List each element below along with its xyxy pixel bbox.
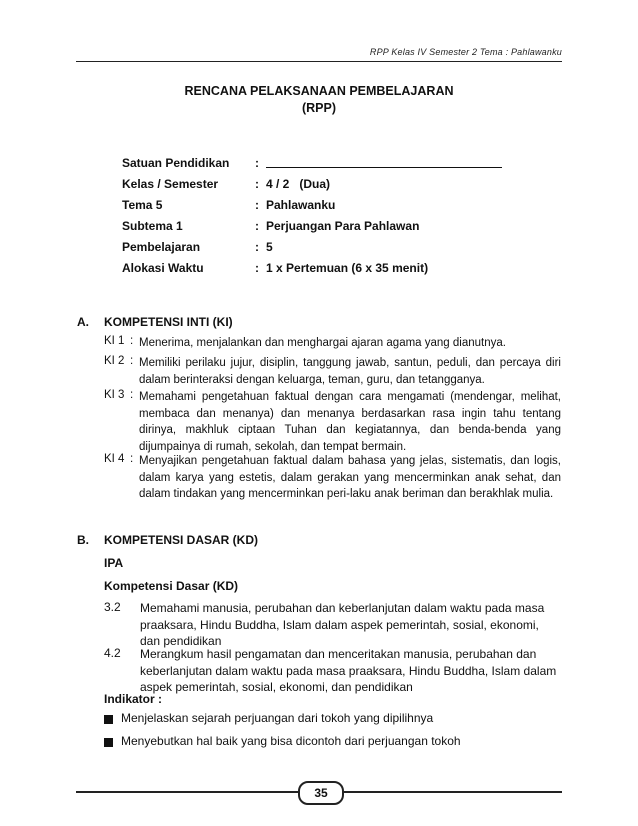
kd-number: 3.2 (104, 600, 121, 614)
identity-value: 1 x Pertemuan (6 x 35 menit) (266, 261, 429, 275)
identity-label: Subtema 1 (122, 219, 183, 233)
subject-name: IPA (104, 556, 124, 570)
identity-label: Satuan Pendidikan (122, 156, 230, 170)
section-b-title: KOMPETENSI DASAR (KD) (104, 533, 259, 547)
section-a-letter: A. (77, 315, 89, 329)
kd-number: 4.2 (104, 646, 121, 660)
kd-heading: Kompetensi Dasar (KD) (104, 579, 239, 593)
identity-colon: : (255, 198, 259, 212)
ki-text: Menyajikan pengetahuan faktual dalam bahasa yang jelas, sistematis, dan logis, dalam karya yang estetis, dalam gerakan yang mencerminkan anak sehat, dan dalam tindakan yang mencerminkan peri-laku anak beriman dan berakhlak mulia. (139, 455, 561, 500)
fill-in-line (266, 156, 502, 168)
indicator-heading: Indikator : (104, 692, 163, 706)
section-a-title: KOMPETENSI INTI (KI) (104, 315, 233, 329)
identity-label: Pembelajaran (122, 240, 201, 254)
indicator-item: Menjelaskan sejarah perjuangan dari tokoh yang dipilihnya (121, 711, 434, 725)
identity-value: Pahlawanku (266, 198, 336, 212)
running-header: RPP Kelas IV Semester 2 Tema : Pahlawanku (369, 47, 562, 57)
document-title: RENCANA PELAKSANAAN PEMBELAJARAN (184, 84, 454, 98)
identity-colon: : (255, 156, 259, 170)
identity-value: Perjuangan Para Pahlawan (266, 219, 420, 233)
ki-text: Memiliki perilaku jujur, disiplin, tanggung jawab, santun, peduli, dan percaya diri dalam berinteraksi dengan keluarga, teman, guru, dan tetangganya. (139, 357, 561, 386)
ki-colon: : (130, 335, 134, 347)
kd-text: Merangkum hasil pengamatan dan menceritakan manusia, perubahan dan keberlanjutan dalam waktu pada masa praaksara, Hindu Buddha, Islam dalam aspek pemerintah, sosial, ekonomi, dan pendidikan (140, 647, 557, 694)
ki-colon: : (130, 389, 134, 401)
identity-colon: : (255, 177, 259, 191)
ki-colon: : (130, 355, 134, 367)
page-number: 35 (298, 781, 344, 805)
square-bullet-icon (104, 738, 113, 747)
ki-text: Menerima, menjalankan dan menghargai ajaran agama yang dianutnya. (139, 337, 506, 349)
identity-blank-line (266, 156, 502, 171)
ki-colon: : (130, 453, 134, 465)
section-b-letter: B. (77, 533, 89, 547)
ki-code: KI 3 (104, 389, 125, 401)
ki-code: KI 4 (104, 453, 125, 465)
identity-value: 4 / 2 (Dua) (266, 177, 331, 191)
indicator-item: Menyebutkan hal baik yang bisa dicontoh dari perjuangan tokoh (121, 734, 461, 748)
kd-text: Memahami manusia, perubahan dan keberlanjutan dalam waktu pada masa praaksara, Hindu Buddha, Islam dalam aspek pemerintah, sosial, ekonomi, dan pendidikan (140, 601, 545, 648)
header-rule (76, 61, 562, 62)
identity-label: Alokasi Waktu (122, 261, 204, 275)
identity-colon: : (255, 261, 259, 275)
identity-value: 5 (266, 240, 273, 254)
identity-colon: : (255, 219, 259, 233)
ki-code: KI 2 (104, 355, 125, 367)
identity-label: Tema 5 (122, 198, 163, 212)
ki-code: KI 1 (104, 335, 125, 347)
square-bullet-icon (104, 715, 113, 724)
identity-label: Kelas / Semester (122, 177, 219, 191)
document-subtitle: (RPP) (301, 101, 337, 115)
identity-colon: : (255, 240, 259, 254)
ki-text: Memahami pengetahuan faktual dengan cara mengamati (mendengar, melihat, membaca dan menanya) dan menanya berdasarkan rasa ingin tahu tentang dirinya, makhluk ciptaan Tuhan dan kegiatannya, dan benda-benda yang dijumpainya di rumah, sekolah, dan tempat bermain. (139, 391, 561, 453)
